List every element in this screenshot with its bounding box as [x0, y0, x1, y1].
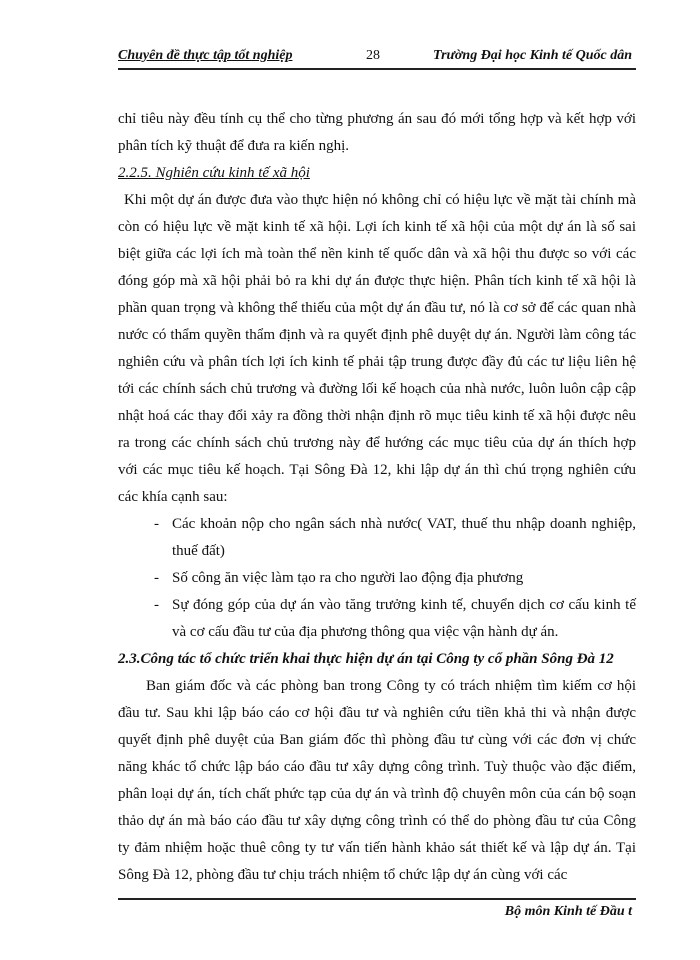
footer-department: Bộ môn Kinh tế Đầu t — [504, 904, 632, 919]
page-header — [118, 42, 636, 70]
header-report-title: Chuyên đề thực tập tốt nghiệp — [118, 48, 293, 63]
list-item: - Các khoản nộp cho ngân sách nhà nước( VAT, thuế thu nhập doanh nghiệp, thuế đất) — [154, 511, 636, 565]
paragraph-implementation: Ban giám đốc và các phòng ban trong Công ty có trách nhiệm tìm kiếm cơ hội đầu tư. Sau khi lập báo cáo cơ hội đầu tư và nghiên cứu tiền khả thi và nhận được quyết định phê duyệt của Ban giám đốc thì phòng đầu tư cùng với các đơn vị chức năng khác tổ chức lập báo cáo đầu tư xây dựng công trình. Tuỳ thuộc vào đặc điểm, phân loại dự án, tích chất phức tạp của dự án và trình độ chuyên môn của cán bộ soạn thảo dự án mà báo cáo đầu tư xây dựng công trình có thể do phòng đầu tư của Công ty đảm nhiệm hoặc thuê công ty tư vấn tiến hành khảo sát thiết kế và lập dự án. Tại Sông Đà 12, phòng đầu tư chịu trách nhiệm tổ chức lập dự án cùng với các — [118, 678, 636, 883]
document-body — [118, 106, 636, 889]
paragraph-continuation: chỉ tiêu này đều tính cụ thể cho từng phương án sau đó mới tổng hợp và kết hợp với phân tích kỹ thuật để đưa ra kiến nghị. — [118, 111, 636, 154]
section-heading-2-3: 2.3.Công tác tổ chức triển khai thực hiện dự án tại Công ty cổ phần Sông Đà 12 — [118, 651, 614, 667]
header-page-number: 28 — [366, 48, 380, 63]
header-university: Trường Đại học Kinh tế Quốc dân — [433, 48, 632, 63]
list-item: - Sự đóng góp của dự án vào tăng trưởng kinh tế, chuyển dịch cơ cấu kinh tế và cơ cấu đầu tư của địa phương thông qua việc vận hành dự án. — [154, 592, 636, 646]
paragraph-socioeconomic: Khi một dự án được đưa vào thực hiện nó không chỉ có hiệu lực về mặt tài chính mà còn có hiệu lực về mặt kinh tế xã hội. Lợi ích kinh tế xã hội của một dự án là số sai biệt giữa các lợi ích mà toàn thể nền kinh tế quốc dân và xã hội thu được so với các đóng góp mà xã hội phải bỏ ra khi dự án được thực hiện. Phân tích kinh tế xã hội là phần quan trọng và không thể thiếu của một dự án đầu tư, nó là cơ sở để các quan nhà nước có thẩm quyền thẩm định và ra quyết định phê duyệt dự án. Người làm công tác nghiên cứu và phân tích lợi ích kinh tế phải tập trung được đầy đủ các tư liệu liên hệ tới các chính sách chủ trương và đường lối kế hoạch của nhà nước, luôn luôn cập cập nhật hoá các thay đổi xảy ra đồng thời nhận định rõ mục tiêu kinh tế xã hội được nêu ra trong các chính sách chủ trương này để hướng các mục tiêu của dự án thích hợp với các mục tiêu kế hoạch. Tại Sông Đà 12, khi lập dự án thì chú trọng nghiên cứu các khía cạnh sau: — [118, 192, 636, 505]
section-heading-2-2-5-text: 2.2.5. Nghiên cứu kinh tế xã hội — [118, 165, 310, 181]
aspect-list — [118, 511, 636, 646]
page-footer — [118, 898, 636, 919]
list-item: - Số công ăn việc làm tạo ra cho người lao động địa phương — [154, 565, 636, 592]
section-heading-2-2-5 — [118, 160, 636, 187]
